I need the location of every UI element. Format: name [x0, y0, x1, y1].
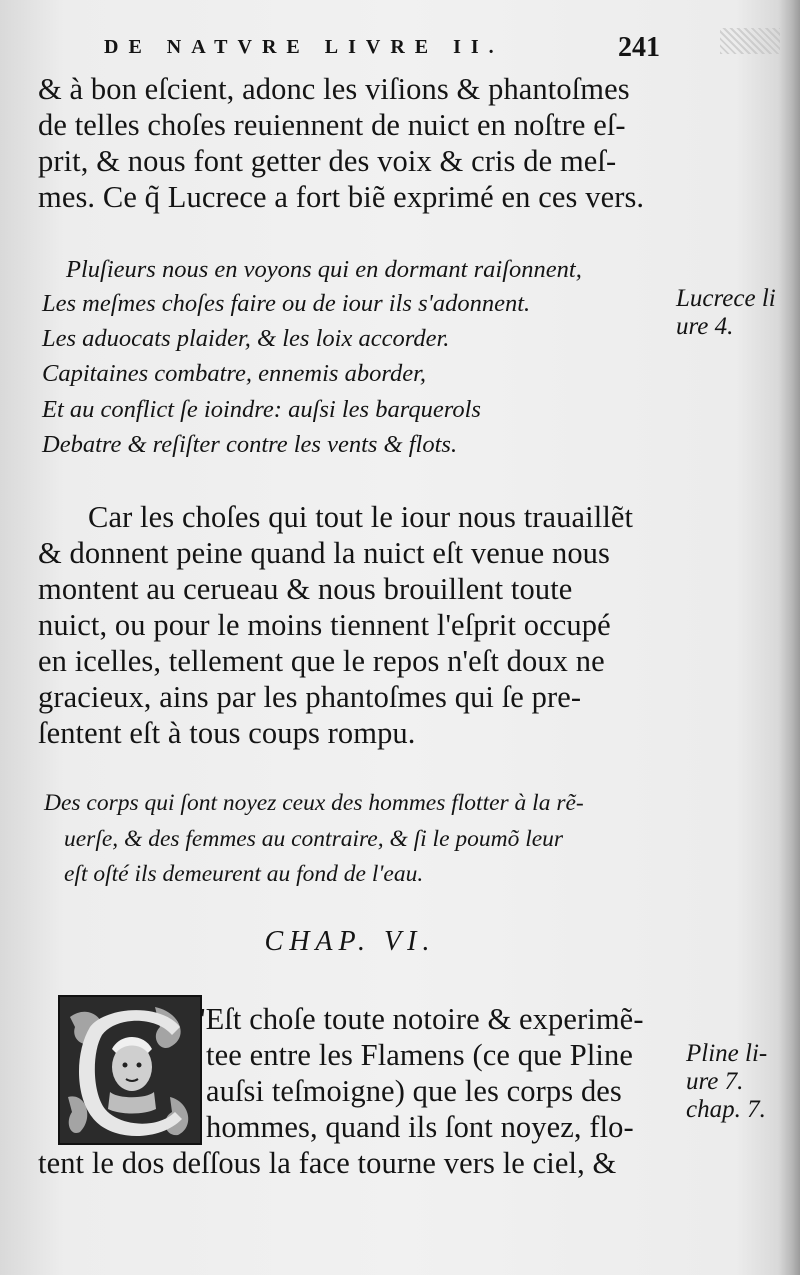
- margin-note-line: chap. 7.: [686, 1096, 766, 1123]
- margin-note-line: ure 4.: [676, 313, 734, 340]
- body-line: en icelles, tellement que le repos n'eſt doux ne: [38, 644, 605, 678]
- verse-line: Les aduocats plaider, & les loix accorder.: [42, 325, 450, 352]
- section-summary-line: eſt oſté ils demeurent au fond de l'eau.: [64, 861, 424, 887]
- body-line: Car les choſes qui tout le iour nous trauaillẽt: [88, 500, 634, 534]
- verse-line: Les meſmes choſes faire ou de iour ils s'adonnent.: [42, 290, 531, 317]
- page-number: 241: [618, 32, 660, 63]
- body-line: & donnent peine quand la nuict eſt venue nous: [38, 536, 610, 570]
- body-line: mes. Ce q̃ Lucrece a fort biẽ exprimé en ces vers.: [38, 180, 645, 214]
- body-line: auſsi teſmoigne) que les corps des: [206, 1074, 622, 1108]
- body-line: 'Eſt choſe toute notoire & experimẽ-: [200, 1002, 644, 1036]
- verse-line: Et au conflict ſe ioindre: auſsi les barquerols: [42, 396, 481, 423]
- verse-line: Debatre & reſiſter contre les vents & flots.: [42, 431, 458, 458]
- margin-note-lucrece: [676, 285, 776, 341]
- body-line: ſentent eſt à tous coups rompu.: [38, 716, 416, 750]
- body-line: hommes, quand ils ſont noyez, flo-: [206, 1110, 634, 1144]
- body-line: montent au cerueau & nous brouillent toute: [38, 572, 573, 606]
- body-line: nuict, ou pour le moins tiennent l'eſprit occupé: [38, 608, 611, 642]
- body-line: de telles choſes reuiennent de nuict en noſtre eſ-: [38, 108, 626, 142]
- body-line: & à bon eſcient, adonc les viſions & phantoſmes: [38, 72, 630, 106]
- body-line: gracieux, ains par les phantoſmes qui ſe pre-: [38, 680, 582, 714]
- margin-note-line: Pline li-: [686, 1040, 768, 1067]
- section-summary-line: uerſe, & des femmes au contraire, & ſi le poumõ leur: [64, 826, 564, 852]
- running-head: DE NATVRE LIVRE II.: [104, 36, 504, 58]
- library-stamp: [720, 28, 780, 54]
- body-line: prit, & nous font getter des voix & cris de meſ-: [38, 144, 617, 178]
- verse-line: Pluſieurs nous en voyons qui en dormant raiſonnent,: [66, 256, 582, 283]
- chapter-heading: CHAP. VI.: [264, 926, 436, 957]
- section-summary-line: Des corps qui ſont noyez ceux des hommes flotter à la rẽ-: [44, 790, 584, 816]
- decorated-initial: [58, 995, 202, 1145]
- page-header: [104, 32, 664, 68]
- body-line: tee entre les Flamens (ce que Pline: [206, 1038, 633, 1072]
- verse-line: Capitaines combatre, ennemis aborder,: [42, 360, 427, 387]
- margin-note-line: ure 7.: [686, 1068, 744, 1095]
- margin-note-pline: [686, 1040, 767, 1124]
- margin-note-line: Lucrece li: [676, 285, 776, 312]
- page-edge-shadow: [778, 0, 800, 1275]
- body-line: tent le dos deſſous la face tourne vers le ciel, &: [38, 1146, 617, 1180]
